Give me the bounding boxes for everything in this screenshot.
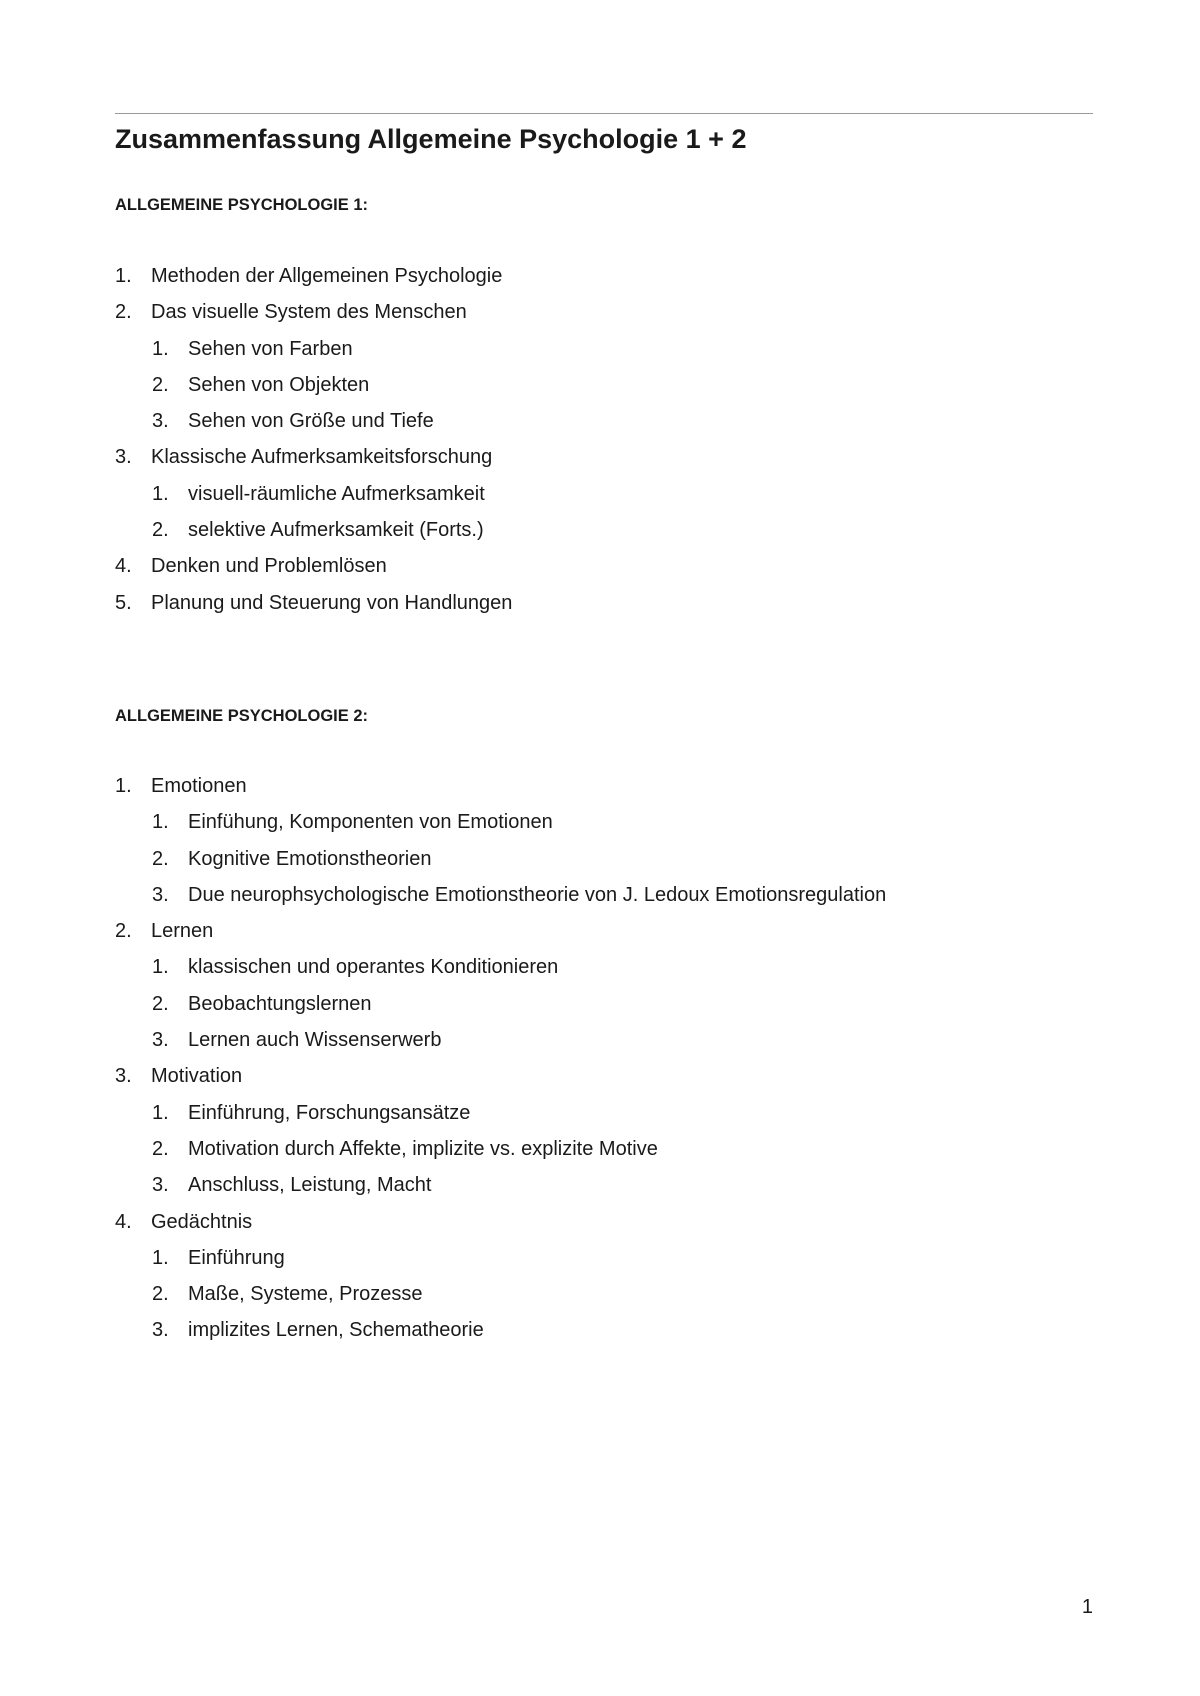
item-text: Motivation <box>151 1065 243 1088</box>
item-number: 1. <box>115 775 132 797</box>
item-number: 2. <box>152 519 169 542</box>
header-rule <box>115 113 1093 114</box>
item-number: 2. <box>152 992 169 1015</box>
item-number: 2. <box>152 373 169 396</box>
outline-subitem <box>115 482 1093 518</box>
outline-subitem <box>115 1246 1093 1282</box>
item-text: Lernen <box>151 920 214 943</box>
outline-item <box>115 774 1093 810</box>
item-number: 1. <box>152 482 169 505</box>
outline-subitem <box>115 1318 1093 1354</box>
item-text: Sehen von Größe und Tiefe <box>188 410 434 433</box>
outline-subitem <box>115 955 1093 991</box>
outline-item <box>115 1210 1093 1246</box>
item-number: 3. <box>152 883 169 906</box>
outline-subitem <box>115 1137 1093 1173</box>
item-number: 3. <box>115 446 132 469</box>
item-text: Denken und Problemlösen <box>151 555 387 578</box>
item-number: 3. <box>115 1065 132 1088</box>
item-number: 2. <box>152 1283 169 1306</box>
item-number: 3. <box>152 1319 169 1342</box>
outline-subitem <box>115 992 1093 1028</box>
item-text: Einführung, Forschungsansätze <box>188 1101 471 1124</box>
item-text: Methoden der Allgemeinen Psychologie <box>151 265 503 287</box>
item-number: 2. <box>115 301 132 324</box>
item-number: 3. <box>152 1174 169 1197</box>
outline-subitem <box>115 883 1093 919</box>
page-number: 1 <box>1081 1596 1093 1618</box>
item-text: Planung und Steuerung von Handlungen <box>151 591 513 614</box>
item-text: Kognitive Emotionstheorien <box>188 847 432 870</box>
outline-subitem <box>115 373 1093 409</box>
outline-subitem <box>115 337 1093 373</box>
item-text: Maße, Systeme, Prozesse <box>188 1283 423 1306</box>
item-text: Einführung <box>188 1246 285 1269</box>
item-text: Emotionen <box>151 775 247 797</box>
item-number: 5. <box>115 591 132 614</box>
item-text: klassischen und operantes Konditionieren <box>188 956 559 979</box>
item-number: 1. <box>152 1246 169 1269</box>
item-number: 1. <box>152 811 169 834</box>
item-text: selektive Aufmerksamkeit (Forts.) <box>188 519 484 542</box>
item-number: 2. <box>115 920 132 943</box>
outline-item <box>115 300 1093 336</box>
item-number: 4. <box>115 555 132 578</box>
outline-item <box>115 1064 1093 1100</box>
item-number: 2. <box>152 847 169 870</box>
item-text: Sehen von Objekten <box>188 373 370 396</box>
item-text: Klassische Aufmerksamkeitsforschung <box>151 446 493 469</box>
outline-subitem <box>115 847 1093 883</box>
outline-psychologie-1 <box>115 264 1093 627</box>
section-heading-psychologie-1: ALLGEMEINE PSYCHOLOGIE 1: <box>115 196 369 214</box>
outline-subitem <box>115 1028 1093 1064</box>
item-text: Anschluss, Leistung, Macht <box>188 1174 432 1197</box>
item-number: 3. <box>152 1029 169 1052</box>
item-text: Beobachtungslernen <box>188 992 372 1015</box>
outline-item <box>115 591 1093 627</box>
item-number: 1. <box>152 337 169 360</box>
item-number: 1. <box>115 265 132 287</box>
section-heading-psychologie-2: ALLGEMEINE PSYCHOLOGIE 2: <box>115 707 369 725</box>
outline-item <box>115 264 1093 300</box>
item-number: 3. <box>152 410 169 433</box>
item-text: implizites Lernen, Schematheorie <box>188 1319 484 1342</box>
outline-subitem <box>115 1282 1093 1318</box>
item-number: 1. <box>152 1101 169 1124</box>
outline-subitem <box>115 518 1093 554</box>
item-text: Due neurophsychologische Emotionstheorie von J. Ledoux Emotionsregulation <box>188 883 887 906</box>
outline-subitem <box>115 810 1093 846</box>
outline-psychologie-2 <box>115 774 1093 1355</box>
item-text: Das visuelle System des Menschen <box>151 301 467 324</box>
document-title: Zusammenfassung Allgemeine Psychologie 1 + 2 <box>115 124 747 154</box>
item-number: 4. <box>115 1210 132 1233</box>
item-text: visuell-räumliche Aufmerksamkeit <box>188 482 485 505</box>
outline-subitem <box>115 409 1093 445</box>
item-number: 1. <box>152 956 169 979</box>
outline-item <box>115 919 1093 955</box>
outline-item <box>115 554 1093 590</box>
item-text: Motivation durch Affekte, implizite vs. explizite Motive <box>188 1137 658 1160</box>
item-text: Einfühung, Komponenten von Emotionen <box>188 811 553 834</box>
item-text: Gedächtnis <box>151 1210 253 1233</box>
outline-subitem <box>115 1173 1093 1209</box>
item-text: Lernen auch Wissenserwerb <box>188 1029 442 1052</box>
outline-item <box>115 445 1093 481</box>
item-number: 2. <box>152 1137 169 1160</box>
item-text: Sehen von Farben <box>188 337 353 360</box>
outline-subitem <box>115 1101 1093 1137</box>
